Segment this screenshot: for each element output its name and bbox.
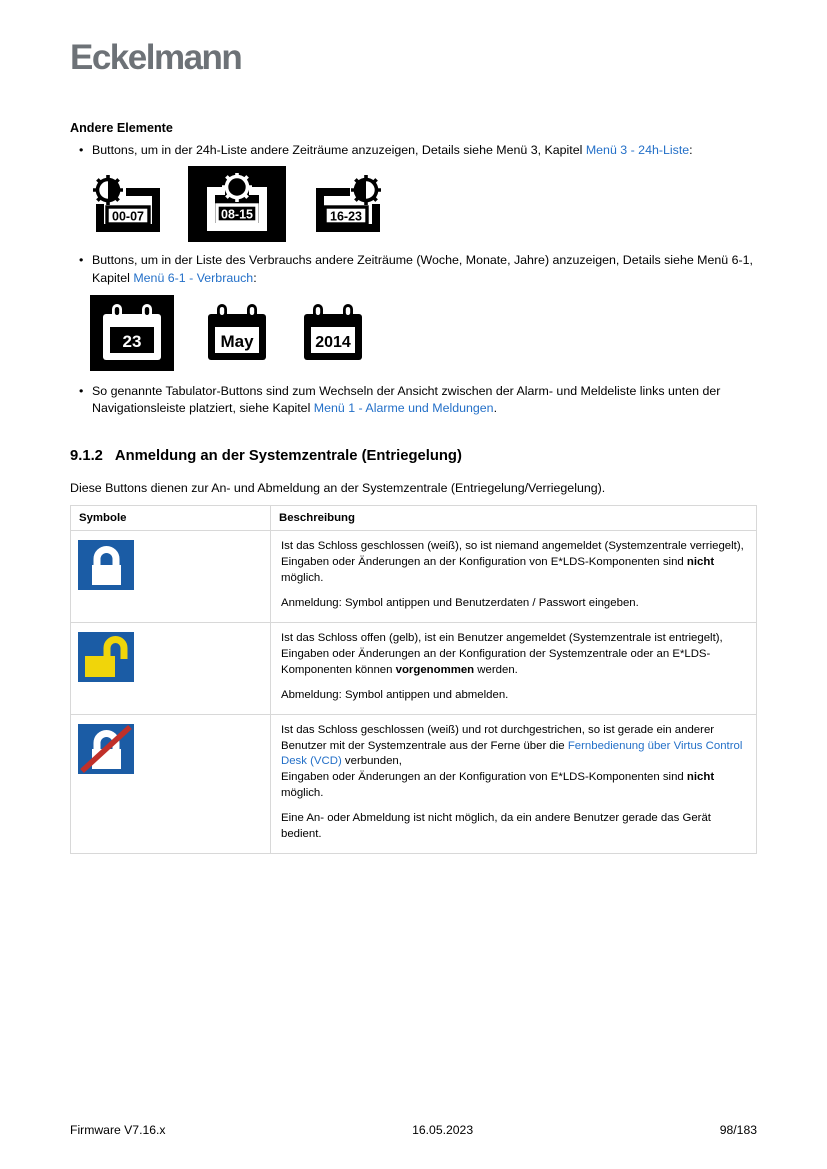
paragraph [281,539,746,587]
bullet-text-pre: So genannte Tabulator-Buttons sind zum Wechseln der Ansicht zwischen der Alarm- und Meldeliste links unten der Navigationsleiste platziert, siehe Kapitel [92,383,721,416]
footer-page-number: 98/183 [719,1123,757,1137]
symbols-table [70,505,757,855]
description-cell [271,622,757,714]
desc-text-bold: nicht [686,771,715,784]
bullet-text-post: : [689,142,693,157]
section-intro: Diese Buttons dienen zur An- und Abmeldung an der Systemzentrale (Entriegelung/Verriegelung). [70,480,606,495]
bullet-tabulator-buttons [70,383,757,418]
desc-text: möglich. [281,571,324,584]
bullet-text-pre: Buttons, um in der 24h-Liste andere Zeiträume anzuzeigen, Details siehe Menü 3, Kapitel [92,142,586,157]
link-menu-3-24h-liste[interactable]: Menü 3 - 24h-Liste [585,142,690,157]
desc-text-bold: nicht [686,555,715,568]
table-row-remote-user [71,714,757,854]
time-range-buttons-row [90,166,757,242]
time-range-label: 16-23 [330,209,362,224]
desc-text: Eingaben oder Änderungen an der Konfiguration von E*LDS-Komponenten sind [281,771,687,784]
bullet-text [92,142,757,160]
bullet-24h-liste [70,142,757,160]
footer-firmware-version: Firmware V7.16.x [70,1123,166,1137]
subheading-andere-elemente: Andere Elemente [70,120,173,135]
bullet-text [92,252,757,287]
bullet-marker [70,383,92,418]
desc-text: Ist das Schloss offen (gelb), ist ein Benutzer angemeldet (Systemzentrale ist entriegelt), Eingaben oder Änderungen an der Konfiguration der Systemzentrale oder an E*LDS-Komponenten können [281,631,723,676]
sun-time-08-15-icon [199,173,275,235]
time-range-label: 00-07 [112,209,144,224]
calendar-button-day-selected [90,295,174,371]
desc-text-bold: vorgenommen [395,663,475,676]
calendar-label: May [220,331,254,351]
calendar-day-icon [99,302,165,364]
bullet-text [92,383,757,418]
section-title: Anmeldung an der Systemzentrale (Entriegelung) [114,447,462,464]
desc-text: Ist das Schloss geschlossen (weiß) und rot durchgestrichen, so ist gerade ein anderer Benutzer mit der Systemzentrale aus der Ferne über die [281,723,715,752]
calendar-month-icon [204,302,270,364]
bullet-verbrauch [70,252,757,287]
calendar-year-icon [300,302,366,364]
desc-text: Ist das Schloss geschlossen (weiß), so ist niemand angemeldet (Systemzentrale verriegelt), Eingaben oder Änderungen an der Konfiguration von E*LDS-Komponenten sind [281,539,744,568]
section-heading [70,448,757,464]
bullet-marker [70,142,92,160]
bullet-text-post: . [493,401,498,416]
table-header-row [71,505,757,530]
time-range-button-16-23 [310,174,384,234]
link-menu-1-alarme-meldungen[interactable]: Menü 1 - Alarme und Meldungen [313,401,494,416]
table-row-unlocked [71,622,757,714]
sun-time-00-07-icon [90,174,164,234]
description-cell [271,714,757,854]
paragraph: Eine An- oder Abmeldung ist nicht möglich, da ein andere Benutzer gerade das Gerät bedient. [281,812,711,841]
time-range-button-00-07 [90,174,164,234]
calendar-button-year [300,302,366,364]
time-range-button-08-15-selected [188,166,286,242]
lock-crossed-out-icon [78,724,134,774]
page-footer [70,1123,757,1137]
link-menu-6-1-verbrauch[interactable]: Menü 6-1 - Verbrauch [133,270,254,285]
calendar-buttons-row [90,295,757,371]
eckelmann-logo: Eckelmann [70,38,242,77]
column-header-symbole: Symbole [71,505,271,530]
desc-text: möglich. [281,787,324,800]
lock-closed-white-icon [78,540,134,590]
sun-time-16-23-icon [310,174,384,234]
calendar-button-month [204,302,270,364]
symbol-cell [71,714,271,854]
bullet-text-post: : [253,270,257,285]
desc-text: werden. [474,663,518,676]
paragraph [281,631,746,679]
lock-open-yellow-icon [78,632,134,682]
section-number: 9.1.2 [70,447,103,464]
bullet-text-pre: Buttons, um in der Liste des Verbrauchs andere Zeiträume (Woche, Monate, Jahre) anzuzeigen, Details siehe Menü 6-1, Kapitel [92,253,753,285]
symbol-cell [71,530,271,622]
calendar-label: 23 [122,331,142,351]
time-range-label: 08-15 [221,207,253,222]
paragraph [281,723,746,803]
paragraph: Anmeldung: Symbol antippen und Benutzerdaten / Passwort eingeben. [281,596,639,609]
table-row-locked [71,530,757,622]
footer-date: 16.05.2023 [412,1123,474,1137]
calendar-label: 2014 [315,333,351,351]
paragraph: Abmeldung: Symbol antippen und abmelden. [281,688,509,701]
link-vcd-fernbedienung[interactable]: Fernbedienung über Virtus Control Desk (VCD) [281,739,743,768]
symbol-cell [71,622,271,714]
description-cell [271,530,757,622]
bullet-marker [70,252,92,287]
desc-text: verbunden, [341,755,402,768]
column-header-beschreibung: Beschreibung [271,505,757,530]
